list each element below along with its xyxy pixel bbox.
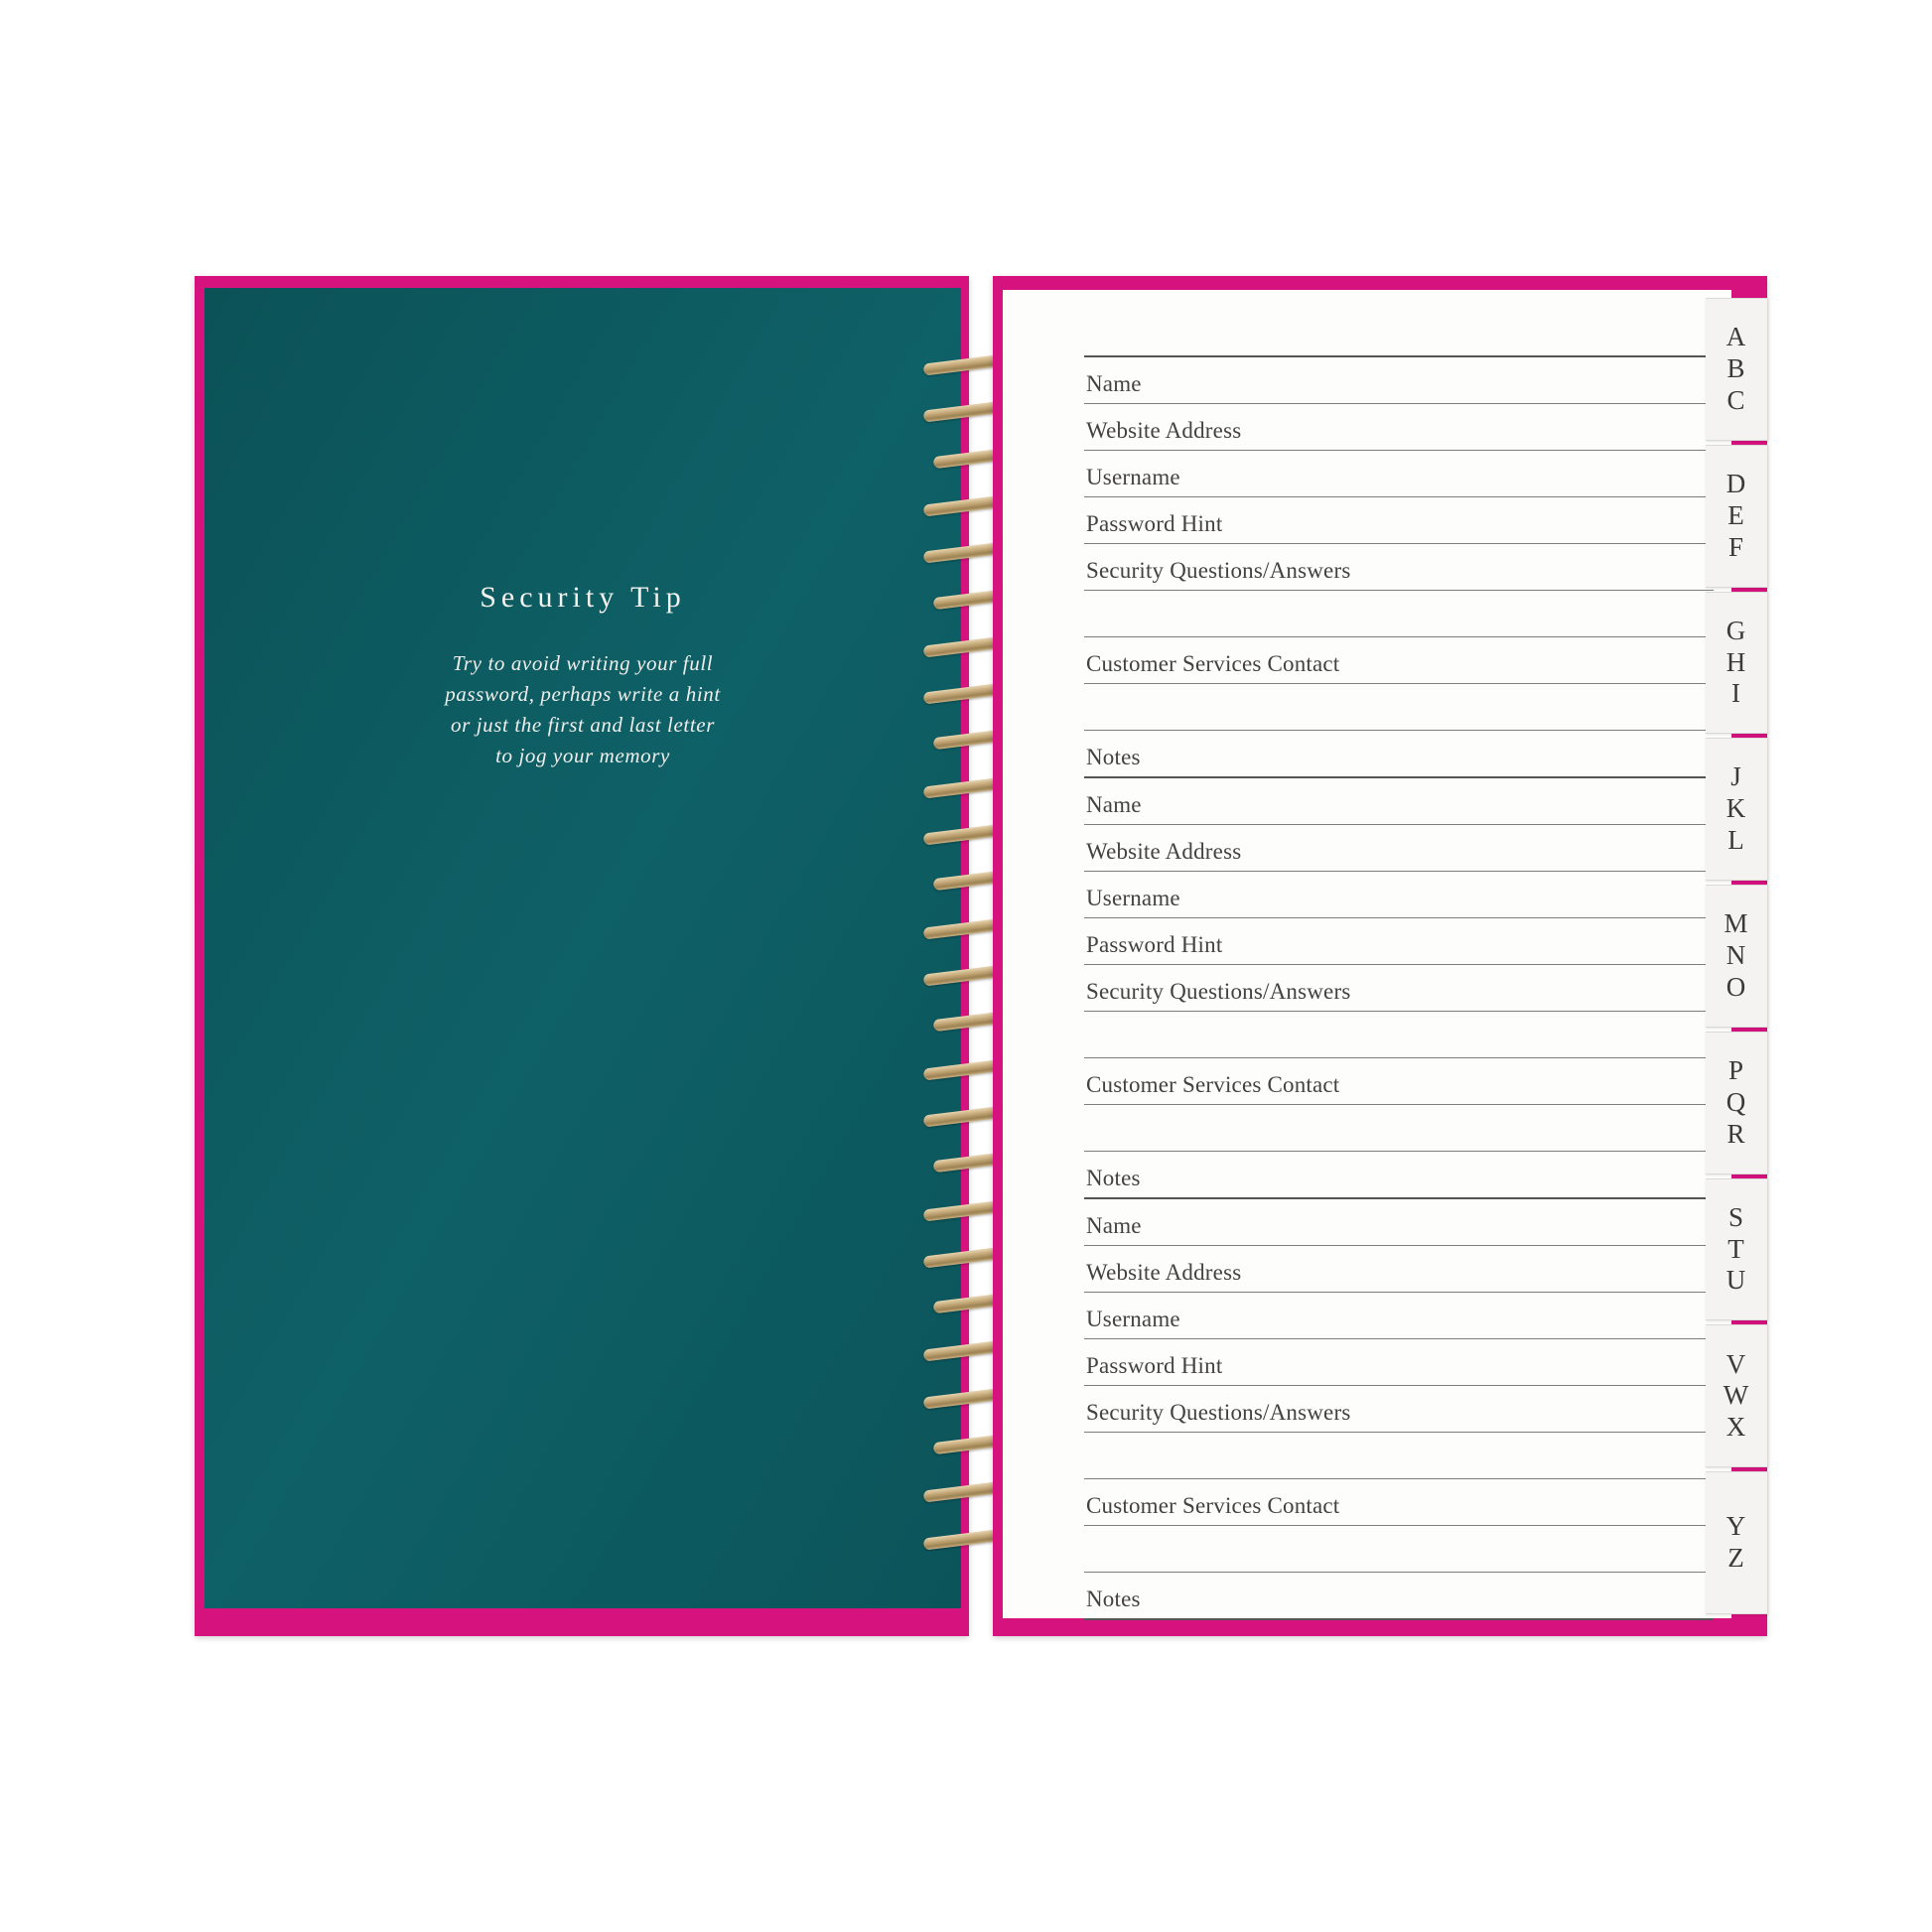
password-entry-block [1084, 778, 1714, 1199]
form-field-line[interactable] [1084, 918, 1714, 965]
sheet-top-rule [1084, 330, 1714, 357]
security-tip-line: to jog your memory [495, 744, 670, 768]
form-field-line[interactable] [1084, 825, 1714, 872]
field-label: Name [1086, 371, 1142, 396]
security-tip-text [205, 648, 961, 771]
index-tab-letter: W [1723, 1380, 1750, 1411]
field-label: Name [1086, 1213, 1142, 1238]
field-label: Customer Services Contact [1086, 651, 1340, 676]
index-tab-letter: S [1727, 1201, 1745, 1232]
index-tab-letter: I [1731, 678, 1741, 709]
alphabet-index-tabs [1706, 298, 1767, 1618]
index-tab-letter: F [1727, 531, 1745, 562]
form-blank-line[interactable] [1084, 1433, 1714, 1479]
index-tab-letter: U [1725, 1265, 1747, 1296]
form-blank-line[interactable] [1084, 684, 1714, 731]
index-tab-letter: E [1727, 499, 1745, 530]
password-entry-block [1084, 357, 1714, 778]
index-tab-mno[interactable] [1706, 885, 1768, 1028]
form-field-line[interactable] [1084, 637, 1714, 684]
form-blank-line[interactable] [1084, 1012, 1714, 1058]
index-tab-letter: N [1725, 940, 1747, 971]
form-field-line[interactable] [1084, 357, 1714, 404]
security-tip-line: Try to avoid writing your full [452, 651, 714, 675]
field-label: Password Hint [1086, 932, 1223, 957]
field-label: Notes [1086, 1587, 1141, 1611]
form-field-line[interactable] [1084, 1479, 1714, 1526]
left-page-teal-panel [205, 288, 961, 1608]
form-field-line[interactable] [1084, 1199, 1714, 1246]
security-tip-line: or just the first and last letter [451, 713, 715, 738]
password-entry-block [1084, 1199, 1714, 1620]
field-label: Customer Services Contact [1086, 1493, 1340, 1518]
index-tab-letter: H [1725, 646, 1747, 677]
index-tab-letter: X [1725, 1412, 1747, 1443]
password-form-sheet [1084, 330, 1714, 1611]
form-field-line[interactable] [1084, 544, 1714, 591]
field-label: Password Hint [1086, 511, 1223, 536]
form-blank-line[interactable] [1084, 591, 1714, 637]
right-page [993, 276, 1767, 1636]
field-label: Website Address [1086, 839, 1242, 864]
index-tab-letter: P [1727, 1054, 1745, 1085]
index-tab-letter: R [1726, 1118, 1746, 1149]
form-field-line[interactable] [1084, 1152, 1714, 1199]
form-field-line[interactable] [1084, 1058, 1714, 1105]
field-label: Notes [1086, 1166, 1141, 1190]
form-field-line[interactable] [1084, 872, 1714, 918]
field-label: Website Address [1086, 418, 1242, 443]
index-tab-letter: Z [1727, 1543, 1745, 1574]
field-label: Username [1086, 465, 1180, 489]
form-field-line[interactable] [1084, 1573, 1714, 1620]
index-tab-letter: C [1726, 384, 1746, 415]
index-tab-letter: A [1725, 322, 1747, 352]
index-tab-letter: O [1725, 971, 1747, 1002]
index-tab-def[interactable] [1706, 445, 1768, 588]
index-tab-stu[interactable] [1706, 1178, 1768, 1321]
field-label: Security Questions/Answers [1086, 1400, 1351, 1425]
field-label: Customer Services Contact [1086, 1072, 1340, 1097]
form-field-line[interactable] [1084, 965, 1714, 1012]
form-field-line[interactable] [1084, 1246, 1714, 1293]
index-tab-letter: Y [1725, 1511, 1747, 1542]
field-label: Security Questions/Answers [1086, 558, 1351, 583]
field-label: Username [1086, 1307, 1180, 1331]
form-field-line[interactable] [1084, 778, 1714, 825]
index-tab-letter: J [1730, 761, 1742, 792]
index-tab-letter: L [1727, 825, 1745, 856]
form-blank-line[interactable] [1084, 1105, 1714, 1152]
field-label: Password Hint [1086, 1353, 1223, 1378]
form-field-line[interactable] [1084, 451, 1714, 497]
form-field-line[interactable] [1084, 1339, 1714, 1386]
index-tab-letter: D [1725, 468, 1747, 498]
form-blank-line[interactable] [1084, 1526, 1714, 1573]
index-tab-vwx[interactable] [1706, 1324, 1768, 1467]
form-field-line[interactable] [1084, 1386, 1714, 1433]
index-tab-abc[interactable] [1706, 298, 1768, 441]
field-label: Security Questions/Answers [1086, 979, 1351, 1004]
index-tab-letter: Q [1725, 1086, 1747, 1117]
form-field-line[interactable] [1084, 497, 1714, 544]
right-page-paper [1003, 290, 1731, 1618]
field-label: Notes [1086, 745, 1141, 769]
index-tab-letter: T [1727, 1233, 1745, 1264]
index-tab-ghi[interactable] [1706, 592, 1768, 735]
form-field-line[interactable] [1084, 731, 1714, 778]
field-label: Username [1086, 886, 1180, 910]
left-page [195, 276, 969, 1636]
field-label: Website Address [1086, 1260, 1242, 1285]
index-tab-yz[interactable] [1706, 1471, 1768, 1614]
index-tab-letter: B [1726, 352, 1746, 383]
form-field-line[interactable] [1084, 404, 1714, 451]
form-field-line[interactable] [1084, 1293, 1714, 1339]
index-tab-letter: G [1725, 615, 1747, 645]
security-tip-title: Security Tip [480, 581, 686, 614]
index-tab-letter: M [1724, 908, 1749, 939]
index-tab-letter: V [1725, 1348, 1747, 1379]
index-tab-jkl[interactable] [1706, 738, 1768, 881]
index-tab-letter: K [1725, 793, 1747, 824]
field-label: Name [1086, 792, 1142, 817]
security-tip-line: password, perhaps write a hint [445, 682, 721, 707]
security-tip-block [205, 581, 961, 771]
index-tab-pqr[interactable] [1706, 1032, 1768, 1174]
